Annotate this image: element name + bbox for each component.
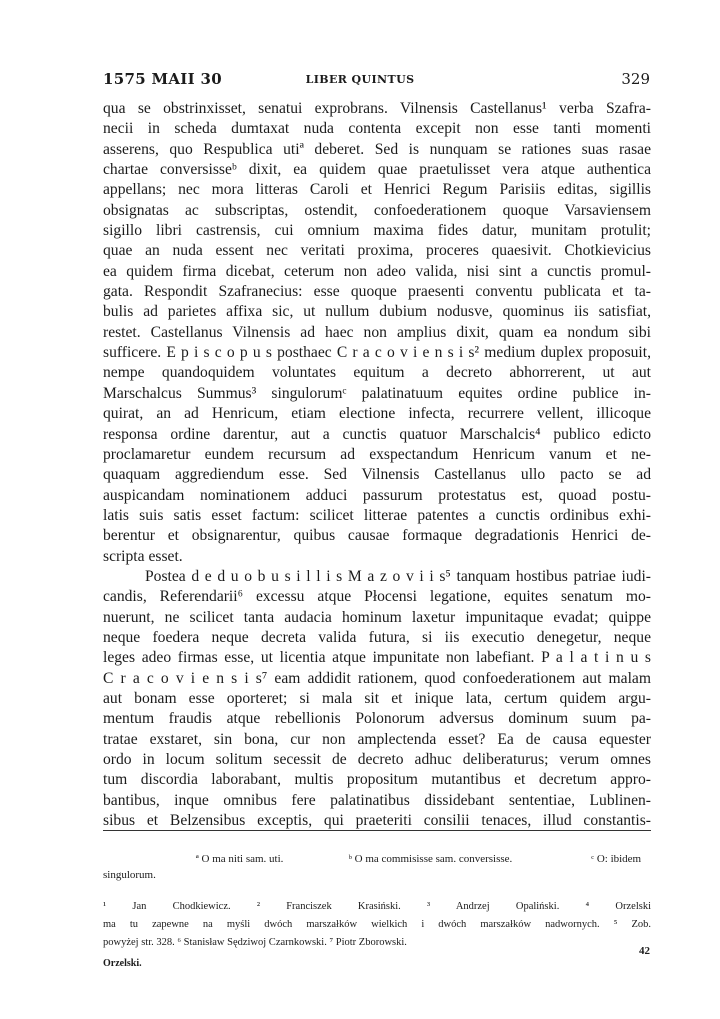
main-text: [103, 99, 651, 831]
text-line: bantibus, inque omnibus fere palatinatibus dissidebant sententiae, Lublinen-: [103, 791, 651, 809]
text-line: latis suis satis esset factum: scilicet litterae patentes a cunctis ordinibus exhi-: [103, 506, 651, 524]
footnote-c-continued: singulorum.: [103, 869, 156, 881]
signature-mark: Orzelski.: [103, 958, 142, 969]
text-line: berentur et obsignarentur, quibus causae formaque degradationis Henrici de-: [103, 527, 651, 545]
text-line: proclamaretur eundem recursum ad exspectandum Henricum vanum et ne-: [103, 445, 651, 463]
sheet-number: 42: [639, 945, 650, 957]
text-line: quae an nuda essent nec veritati proxima, proceres quaesivit. Chotkievicius: [103, 242, 651, 260]
footnote-b: ᵇ O ma commisisse sam. conversisse.: [348, 853, 513, 865]
footnote-a: ª O ma niti sam. uti.: [195, 853, 284, 865]
page-number: 329: [621, 70, 650, 88]
text-line: aut bonam esse oporteret; si mala sit et inique lata, certum quidem argu-: [103, 689, 651, 707]
text-line: neque foedera neque decreta valida futura, si iis executio denegetur, neque: [103, 628, 651, 646]
text-line: sufficere. E p i s c o p u s posthaec C r a c o v i e n s i s² medium duplex proposuit,: [103, 344, 651, 362]
text-line: appellans; nec mora litteras Caroli et Henrici Regum Parisiis editas, sigillis: [103, 181, 651, 199]
text-line: quirat, an ad Henricum, etiam electione infecta, recurrere vellent, illicoque: [103, 405, 651, 423]
text-line: gata. Respondit Szafranecius: esse quoque praesenti conventu publicata et ta-: [103, 283, 651, 301]
text-line: sibus et Belzensibus exceptis, qui praeteriti consilii tenaces, illud constantis-: [103, 812, 651, 830]
header-date: 1575 MAII 30: [103, 70, 222, 88]
text-line: nempe quandoquidem voluntates equitum a decreto abhorrerent, ut aut: [103, 364, 651, 382]
footnote-c: ᶜ O: ibidem: [591, 853, 642, 865]
text-line: restet. Castellanus Vilnensis ad haec non amplius dixit, quam ea nondum sibi: [103, 323, 651, 341]
text-line: candis, Referendarii⁶ excessu atque Płocensi legatione, equites senatum mo-: [103, 588, 651, 606]
text-line: ordo in locum solitum secessit de decreto adhuc deliberaturus; verum omnes: [103, 751, 651, 768]
footnote-line: powyżej str. 328. ⁶ Stanisław Sędziwoj Czarnkowski. ⁷ Piotr Zborowski.: [103, 937, 407, 948]
text-line: scripta esset.: [103, 547, 183, 565]
footnote-divider: [103, 830, 651, 831]
text-line: tum discordia laborabant, multis propositum mutantibus et decretum appro-: [103, 771, 651, 789]
text-line: qua se obstrinxisset, senatui exprobrans. Vilnensis Castellanus¹ verba Szafra-: [103, 100, 651, 117]
header-book-title: LIBER QUINTUS: [305, 73, 415, 86]
text-line: nuerunt, ne scilicet tanta audacia hominum laxetur impunitaque evadat; quippe: [103, 608, 651, 626]
text-line: ea quidem firma dicebat, ceterum non adeo valida, nisi sint a cunctis promul-: [103, 262, 651, 280]
text-line: mentum fraudis atque rebellionis Polonorum adversus dominum suum pa-: [103, 710, 651, 728]
variant-footnotes: [103, 851, 651, 883]
text-line: Marschalcus Summus³ singulorumᶜ palatinatuum equites ordine publice in-: [103, 384, 651, 402]
text-line: responsa ordine darentur, aut a cunctis quatuor Marschalcis⁴ publico edicto: [103, 425, 651, 443]
text-line: tratae exstaret, sin bona, cur non amplectenda esset? Ea de causa equester: [103, 730, 651, 748]
text-line: C r a c o v i e n s i s⁷ eam addidit rationem, quod confoederationem aut malam: [103, 669, 651, 687]
text-line: bulis ad parietes affixa sic, ut nullum dubium nodusve, quominus iis satisfiat,: [103, 303, 651, 321]
text-line: necii in scheda dumtaxat nuda contenta excepit non esse tanti momenti: [103, 120, 651, 138]
numbered-footnotes: [103, 898, 651, 952]
footnote-line: ¹ Jan Chodkiewicz. ² Franciszek Krasiński. ³ Andrzej Opaliński. ⁴ Orzelski: [103, 901, 651, 912]
text-line: leges adeo firmas esse, ut licentia atque impunitate non labefiant. P a l a t i n u s: [103, 649, 651, 667]
text-line: Postea d e d u o b u s i l l i s M a z o v i i s⁵ tanquam hostibus patriae iudi-: [145, 567, 651, 585]
text-line: sigillo libri castrensis, cui omnium maxima fides datur, munitam protulit;: [103, 222, 651, 240]
footnote-line: ma tu zapewne na myśli dwóch marszałków wielkich i dwóch marszałków nadwornych. ⁵ Zob.: [103, 919, 651, 930]
text-line: quaquam aggrediendum esse. Sed Vilnensis Castellanus ullo pacto se ad: [103, 466, 651, 484]
text-line: asserens, quo Respublica utiª deberet. Sed is nunquam se rationes suas rasae: [103, 140, 651, 158]
text-line: chartae conversisseᵇ dixit, ea quidem quae praetulisset vera atque authentica: [103, 161, 651, 179]
text-line: obsignatas ac subscriptas, ostendit, confoederationem quoque Varsaviensem: [103, 201, 651, 219]
text-line: auspicandam nominationem adduci passurum protestatus est, quoad postu-: [103, 486, 651, 504]
